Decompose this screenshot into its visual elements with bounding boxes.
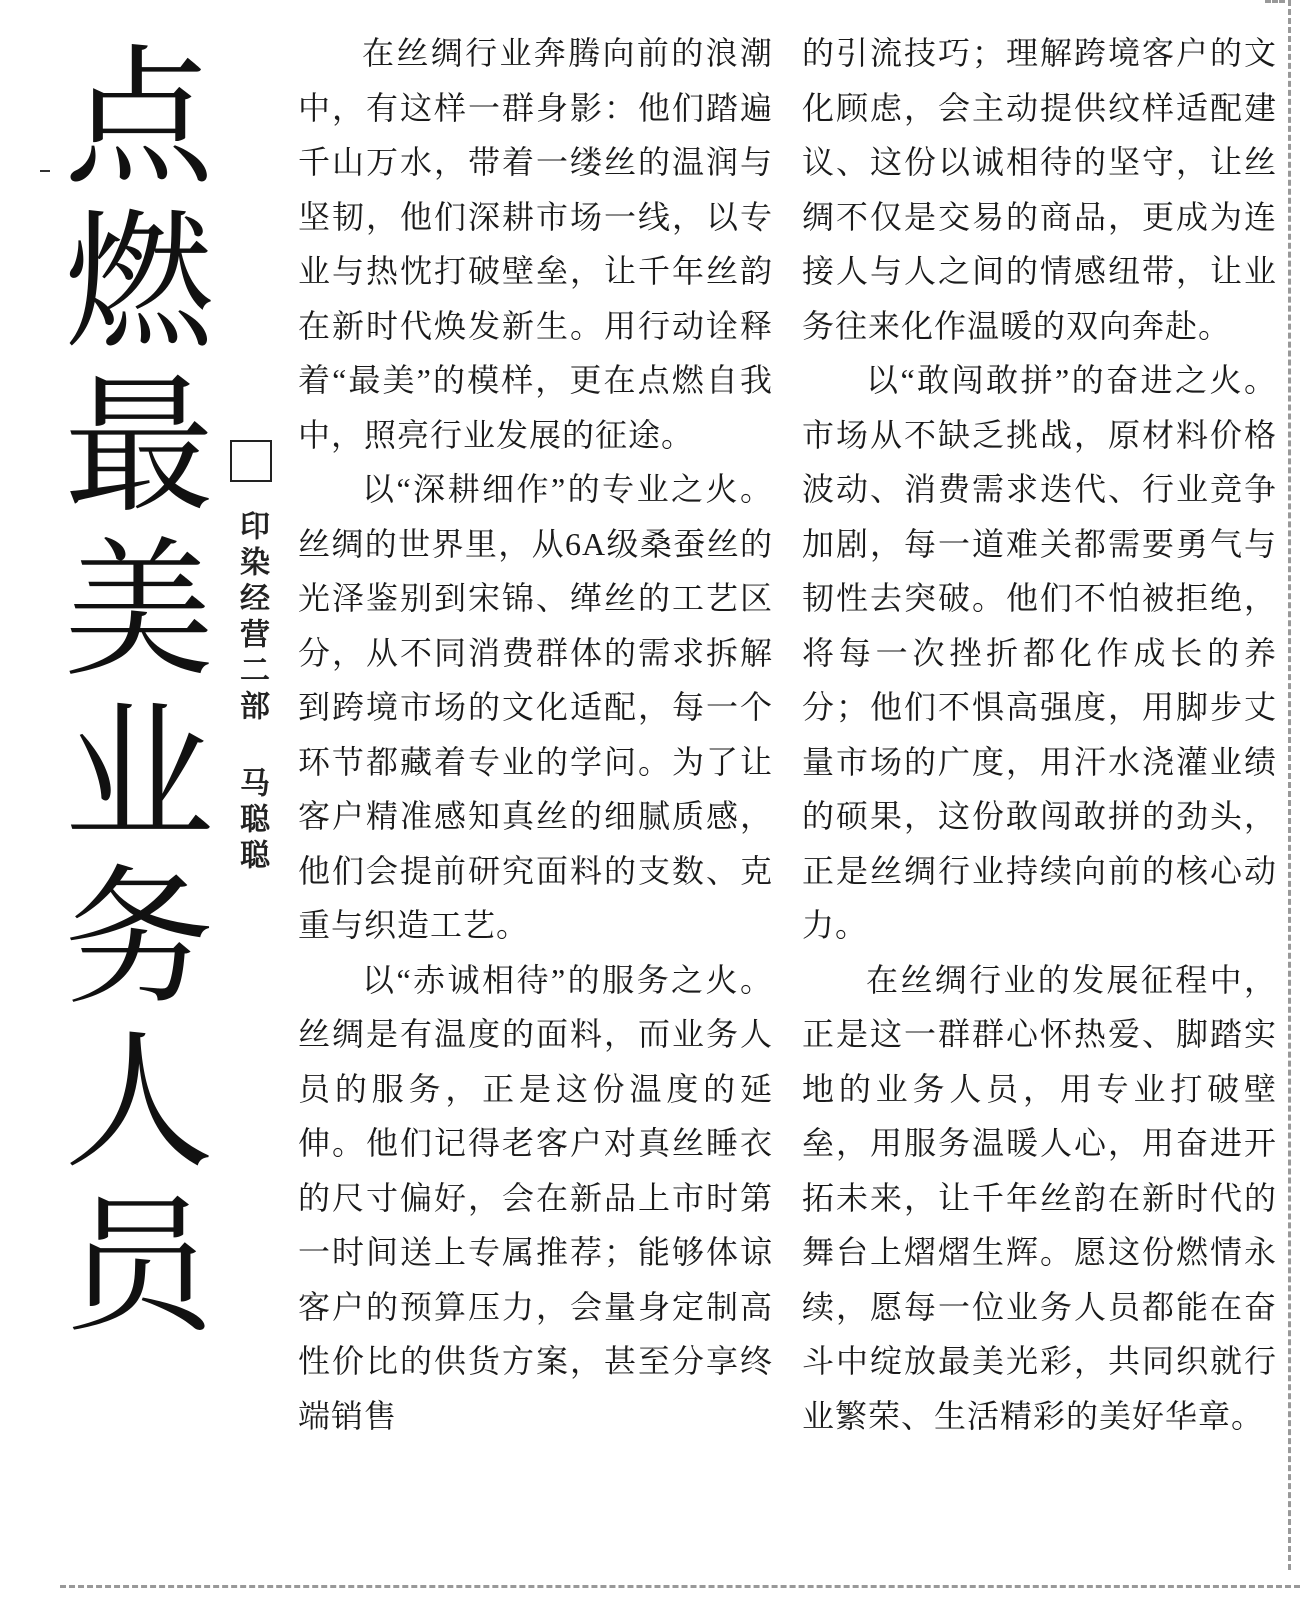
article-column-1 (298, 26, 773, 1556)
paragraph: 在丝绸行业奔腾向前的浪潮中，有这样一群身影：他们踏遍千山万水，带着一缕丝的温润与坚韧，他们深耕市场一线，以专业与热忱打破壁垒，让千年丝韵在新时代焕发新生。用行动诠释着“最美”的模样，更在点燃自我中，照亮行业发展的征途。 (298, 35, 773, 453)
paragraph: 的引流技巧；理解跨境客户的文化顾虑，会主动提供纹样适配建议、这份以诚相待的坚守，让丝绸不仅是交易的商品，更成为连接人与人之间的情感纽带，让业务往来化作温暖的双向奔赴。 (802, 35, 1277, 344)
paragraph: 在丝绸行业的发展征程中，正是这一群群心怀热爱、脚踏实地的业务人员，用专业打破壁垒，用服务温暖人心，用奋进开拓未来，让千年丝韵在新时代的舞台上熠熠生辉。愿这份燃情永续，愿每一位业务人员都能在奋斗中绽放最美光彩，共同织就行业繁荣、生活精彩的美好华章。 (802, 961, 1277, 1434)
byline: 印染经营二部 马聪聪 (234, 510, 269, 875)
dashed-border-right (1288, 0, 1291, 1570)
byline-box-icon (230, 440, 272, 482)
article-column-2 (802, 26, 1277, 1556)
dashed-border-bottom (60, 1585, 1300, 1588)
dashed-border-top (1265, 0, 1285, 3)
article-title: 点燃最美业务人员 (38, 38, 212, 1350)
paragraph: 以“深耕细作”的专业之火。丝绸的世界里，从6A级桑蚕丝的光泽鉴别到宋锦、缂丝的工艺区分，从不同消费群体的需求拆解到跨境市场的文化适配，每一个环节都藏着专业的学问。为了让客户精准感知真丝的细腻质感，他们会提前研究面料的支数、克重与织造工艺。 (298, 471, 773, 943)
paragraph: 以“敢闯敢拼”的奋进之火。市场从不缺乏挑战，原材料价格波动、消费需求迭代、行业竞争加剧，每一道难关都需要勇气与韧性去突破。他们不怕被拒绝，将每一次挫折都化作成长的养分；他们不惧高强度，用脚步丈量市场的广度，用汗水浇灌业绩的硕果，这份敢闯敢拼的劲头，正是丝绸行业持续向前的核心动力。 (802, 362, 1277, 943)
paragraph: 以“赤诚相待”的服务之火。丝绸是有温度的面料，而业务人员的服务，正是这份温度的延伸。他们记得老客户对真丝睡衣的尺寸偏好，会在新品上市时第一时间送上专属推荐；能够体谅客户的预算压力，会量身定制高性价比的供货方案，甚至分享终端销售 (298, 961, 773, 1434)
